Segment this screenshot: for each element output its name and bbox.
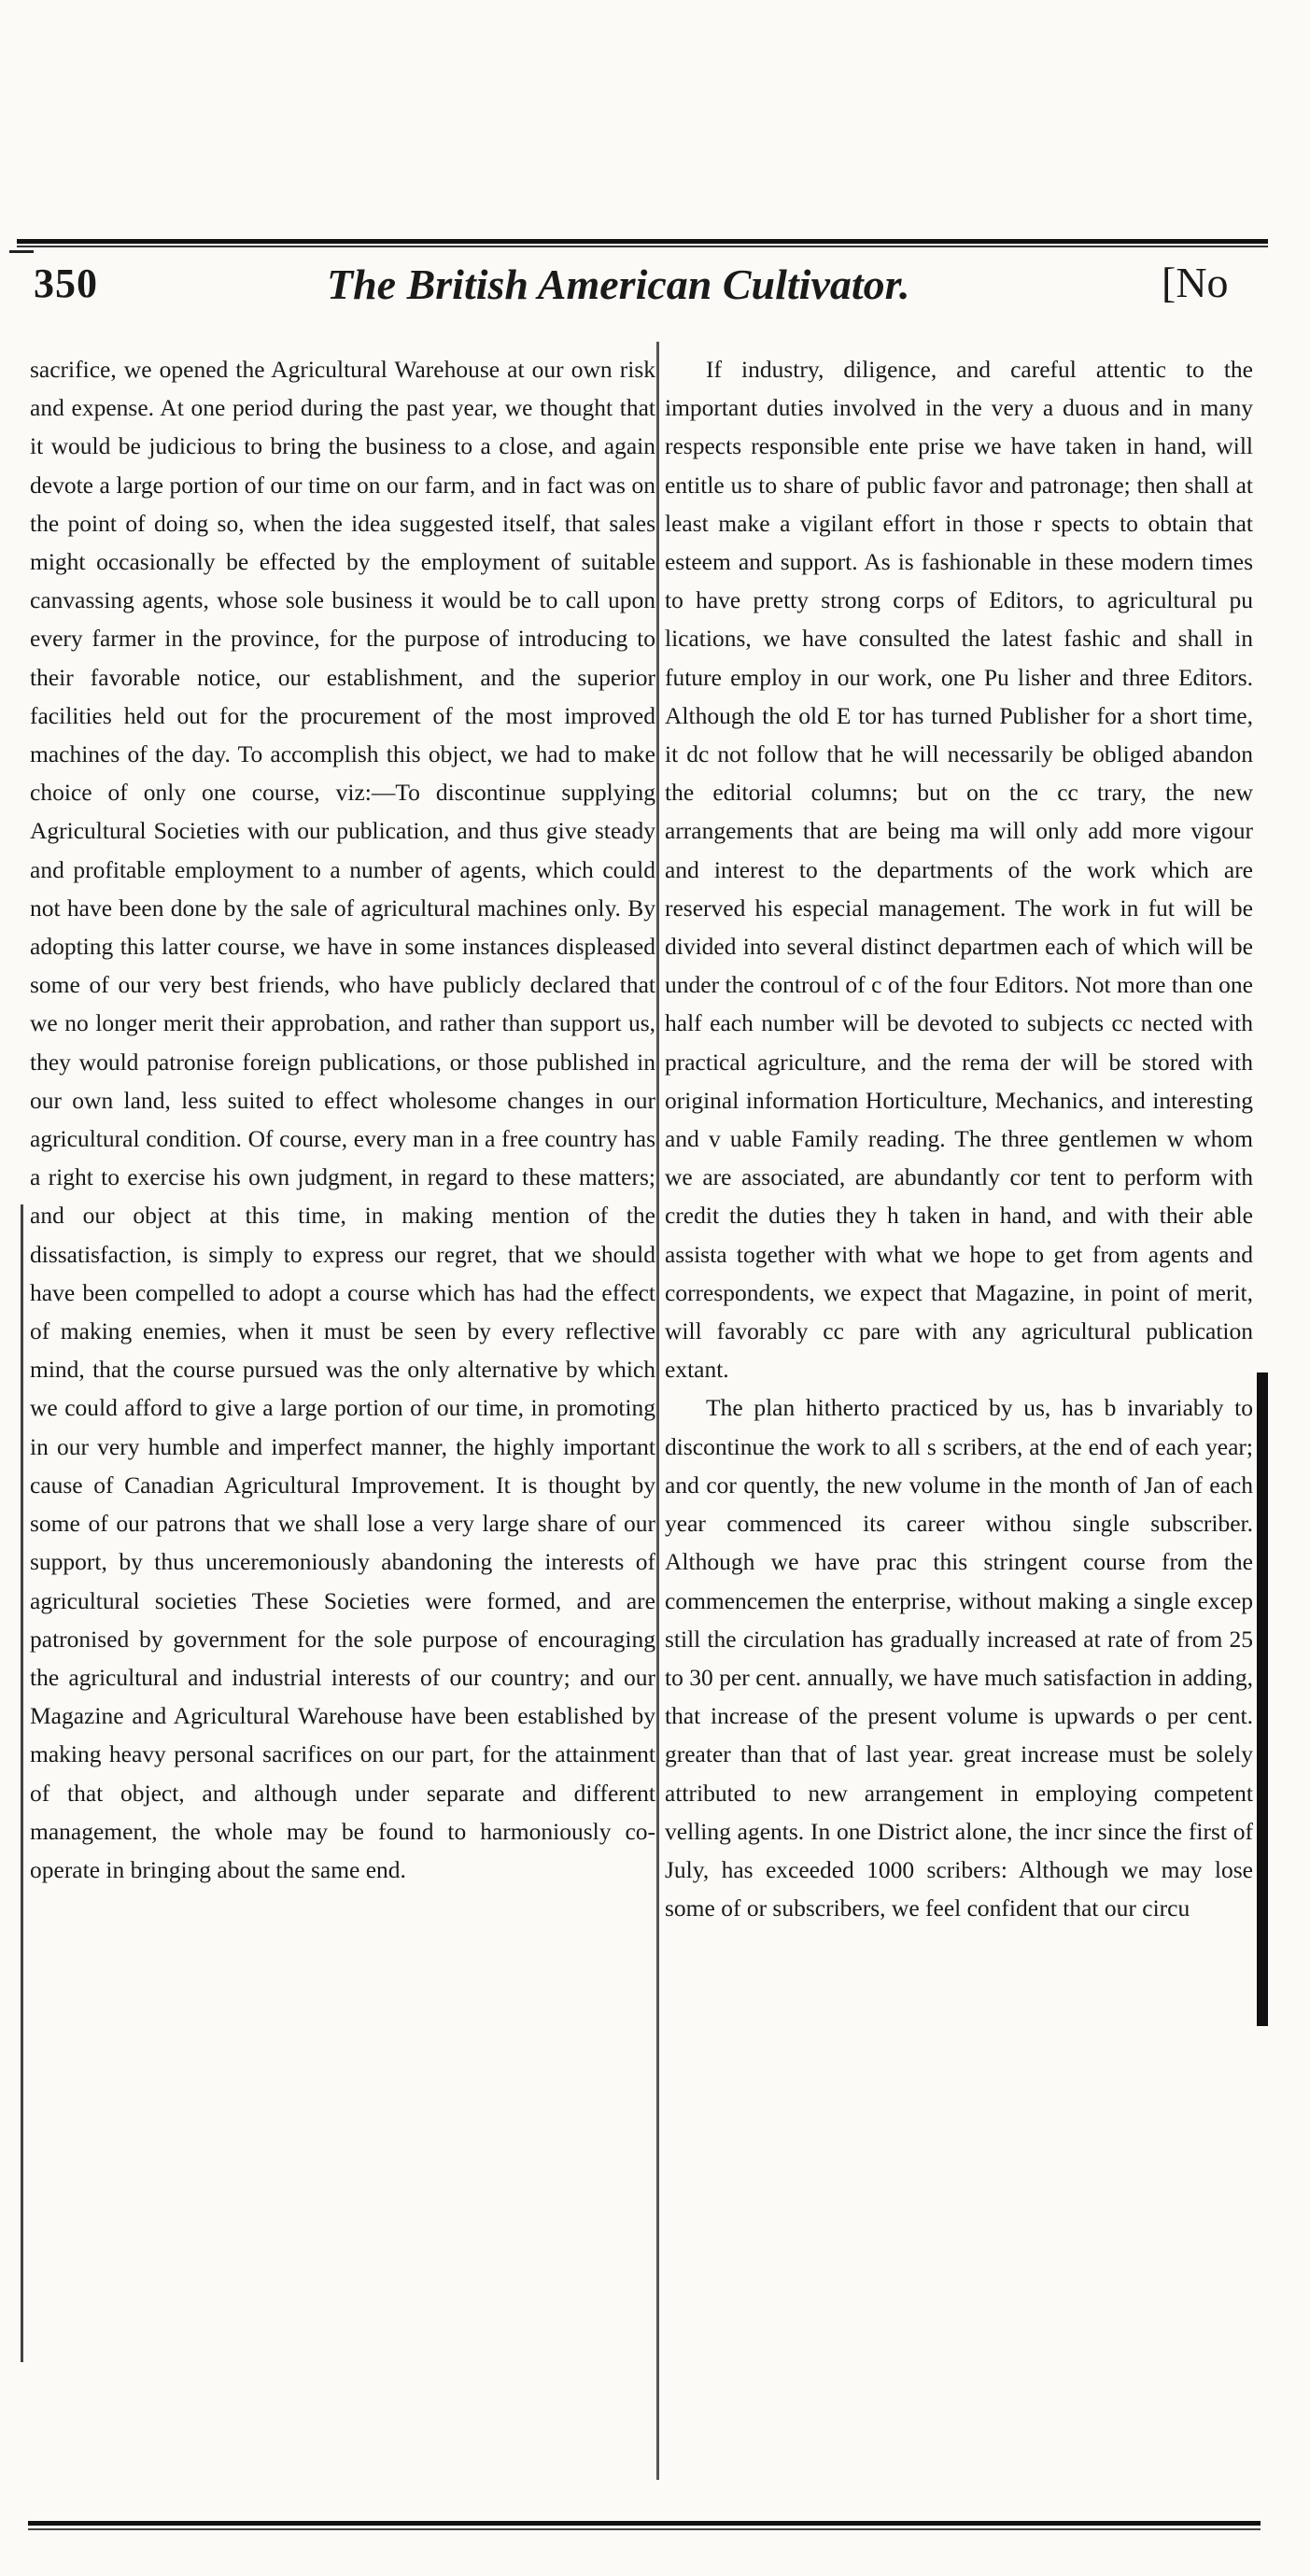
right-column	[665, 350, 1253, 1927]
page-header	[28, 250, 1289, 317]
page-number: 350	[34, 260, 98, 306]
right-edge-mark	[1257, 1372, 1268, 2026]
right-paragraph-1: If industry, diligence, and careful attentic to the important duties involved in the very a duous and in many respects responsible ente prise we have taken in hand, will entitle us to share of public favor and patronage; then shall at least make a vigilant effort in those r spects to obtain that esteem and support. As is fashionable in these modern times to have pretty strong corps of Editors, to agricultural pu lications, we have consulted the latest fashic and shall in future employ in our work, one Pu lisher and three Editors. Although the old E tor has turned Publisher for a short time, it dc not follow that he will necessarily be obliged abandon the editorial columns; but on the cc trary, the new arrangements that are being ma will only add more vigour and interest to the departments of the work which are reserved his especial management. The work in fut will be divided into several distinct departmen each of which will be under the controul of c of the four Editors. Not more than one half each number will be devoted to subjects cc nected with practical agriculture, and the rema der will be stored with original information Horticulture, Mechanics, and interesting and v uable Family reading. The three gentlemen w whom we are associated, are abundantly cor tent to perform with credit the duties they h taken in hand, and with their able assista together with what we hope to get from agents and correspondents, we expect that Magazine, in point of merit, will favorably cc pare with any agricultural publication extant.	[665, 356, 1253, 1384]
column-divider	[656, 342, 659, 2480]
top-rule	[17, 239, 1268, 244]
right-paragraph-2: The plan hitherto practiced by us, has b invariably to discontinue the work to all s scribers, at the end of each year; and cor quently, the new volume in the month of Jan of each year commenced its career withou single subscriber. Although we have prac this stringent course from the commencemen the enterprise, without making a single excep still the circulation has gradually increased at rate of from 25 to 30 per cent. annually, we have much satisfaction in adding, that increase of the present volume is upwards o per cent. greater than that of last year. great increase must be solely attributed to new arrangement in employing competent velling agents. In one District alone, the incr since the first of July, has exceeded 1000 scribers: Although we may lose some of or subscribers, we feel confident that our circu	[665, 1394, 1253, 1922]
left-margin-rule	[21, 1204, 23, 2362]
journal-title: The British American Cultivator.	[327, 260, 910, 308]
bottom-rule-thin	[28, 2528, 1261, 2530]
issue-number-fragment: [No	[1162, 259, 1229, 306]
bottom-rule	[28, 2521, 1261, 2526]
top-rule-thin	[17, 246, 1268, 247]
left-paragraph-1: sacrifice, we opened the Agricultural Warehouse at our own risk and expense. At one period during the past year, we thought that it would be judicious to bring the business to a close, and again devote a large portion of our time on our farm, and in fact was on the point of doing so, when the idea suggested itself, that sales might occasionally be effected by the employment of suitable canvassing agents, whose sole business it would be to call upon every farmer in the province, for the purpose of introducing to their favorable notice, our establishment, and the superior facilities held out for the procurement of the most improved machines of the day. To accomplish this object, we had to make choice of only one course, viz:—To discontinue supplying Agricultural Societies with our publication, and thus give steady and profitable employment to a number of agents, which could not have been done by the sale of agricultural machines only. By adopting this latter course, we have in some instances displeased some of our very best friends, who have publicly declared that we no longer merit their approbation, and rather than support us, they would patronise foreign publications, or those published in our own land, less suited to effect wholesome changes in our agricultural condition. Of course, every man in a free country has a right to exercise his own judgment, in regard to these matters; and our object at this time, in making mention of the dissatisfaction, is simply to express our regret, that we should have been compelled to adopt a course which has had the effect of making enemies, when it must be seen by every reflective mind, that the course pursued was the only alternative by which we could afford to give a large portion of our time, in promoting in our very humble and imperfect manner, the highly important cause of Canadian Agricultural Improvement. It is thought by some of our patrons that we shall lose a very large share of our support, by thus unceremoniously abandoning the interests of agricultural societies These Societies were formed, and are patronised by government for the sole purpose of encouraging the agricultural and industrial interests of our country; and our Magazine and Agricultural Warehouse have been established by making heavy personal sacrifices on our part, for the attainment of that object, and although under separate and different management, the whole may be found to harmoniously co-operate in bringing about the same end.	[30, 356, 655, 1883]
left-column	[30, 350, 655, 1889]
